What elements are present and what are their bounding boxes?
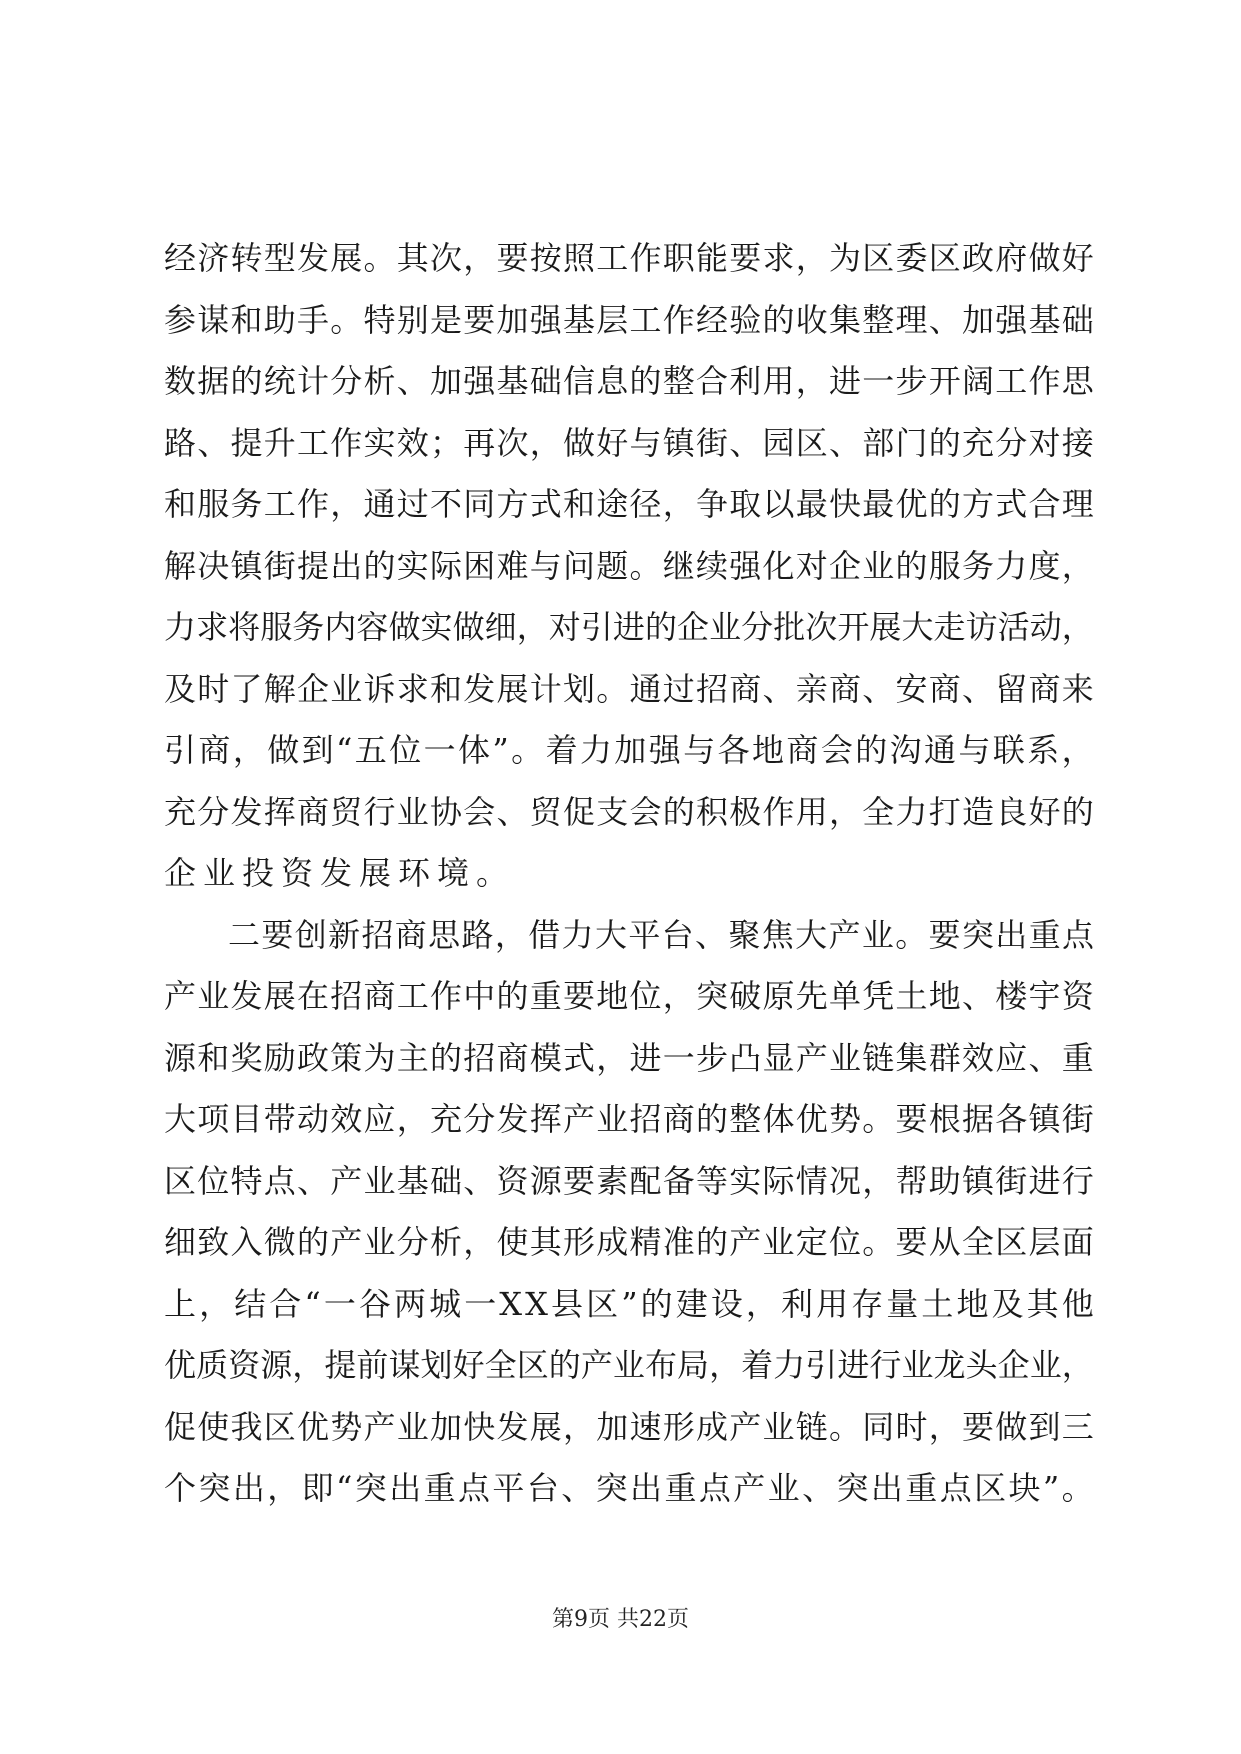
text-line: 经 济 转 型 发 展 。 其 次 ， 要 按 照 工 作 职 能 要 求 ， 为 区 委 区 政 府 做 好 (164, 239, 1094, 277)
text-line: 促 使 我 区 优 势 产 业 加 快 发 展 ， 加 速 形 成 产 业 链 。 同 时 ， 要 做 到 三 (164, 1407, 1094, 1446)
text-line: 企业投资发展环境。 (164, 854, 516, 892)
text-line: 个 突 出 ， 即 “ 突 出 重 点 平 台 、 突 出 重 点 产 业 、 突 出 重 点 区 块 ” 。 (164, 1469, 1094, 1507)
text-line: 源 和 奖 励 政 策 为 主 的 招 商 模 式 ， 进 一 步 凸 显 产 业 链 集 群 效 应 、 重 (164, 1038, 1094, 1077)
text-line: 路 、 提 升 工 作 实 效 ； 再 次 ， 做 好 与 镇 街 、 园 区 、 部 门 的 充 分 对 接 (164, 423, 1094, 462)
text-line: 参 谋 和 助 手 。 特 别 是 要 加 强 基 层 工 作 经 验 的 收 集 整 理 、 加 强 基 础 (164, 300, 1094, 339)
text-line: 解 决 镇 街 提 出 的 实 际 困 难 与 问 题 。 继 续 强 化 对 企 业 的 服 务 力 度 ， (164, 546, 1094, 585)
text-line: 优 质 资 源 ， 提 前 谋 划 好 全 区 的 产 业 布 局 ， 着 力 引 进 行 业 龙 头 企 业 ， (164, 1346, 1094, 1384)
page-number-footer: 第9页 共22页 (552, 1607, 689, 1632)
paragraph-1 (164, 228, 1094, 905)
text-line: 及 时 了 解 企 业 诉 求 和 发 展 计 划 。 通 过 招 商 、 亲 商 、 安 商 、 留 商 来 (164, 669, 1094, 708)
text-line: 大 项 目 带 动 效 应 ， 充 分 发 挥 产 业 招 商 的 整 体 优 势 。 要 根 据 各 镇 街 (164, 1100, 1094, 1138)
text-line: 二 要 创 新 招 商 思 路 ， 借 力 大 平 台 、 聚 焦 大 产 业 。 要 突 出 重 点 (228, 915, 1094, 954)
text-line: 充 分 发 挥 商 贸 行 业 协 会 、 贸 促 支 会 的 积 极 作 用 ， 全 力 打 造 良 好 的 (164, 792, 1094, 831)
body-text (164, 228, 1094, 1520)
text-line: 数 据 的 统 计 分 析 、 加 强 基 础 信 息 的 整 合 利 用 ， 进 一 步 开 阔 工 作 思 (164, 362, 1094, 400)
text-line: 产 业 发 展 在 招 商 工 作 中 的 重 要 地 位 ， 突 破 原 先 单 凭 土 地 、 楼 宇 资 (164, 977, 1094, 1015)
text-line: 力 求 将 服 务 内 容 做 实 做 细 ， 对 引 进 的 企 业 分 批 次 开 展 大 走 访 活 动 ， (164, 608, 1094, 646)
text-line: 和 服 务 工 作 ， 通 过 不 同 方 式 和 途 径 ， 争 取 以 最 快 最 优 的 方 式 合 理 (164, 485, 1094, 523)
text-line: 细 致 入 微 的 产 业 分 析 ， 使 其 形 成 精 准 的 产 业 定 位 。 要 从 全 区 层 面 (164, 1223, 1094, 1261)
text-line: 引 商 ， 做 到 “ 五 位 一 体 ” 。 着 力 加 强 与 各 地 商 会 的 沟 通 与 联 系 ， (164, 731, 1094, 769)
text-line: 上 ， 结 合 “ 一 谷 两 城 一 X X 县 区 ” 的 建 设 ， 利 用 存 量 土 地 及 其 他 (164, 1284, 1094, 1323)
text-line: 区 位 特 点 、 产 业 基 础 、 资 源 要 素 配 备 等 实 际 情 况 ， 帮 助 镇 街 进 行 (164, 1161, 1094, 1200)
paragraph-2 (164, 905, 1094, 1520)
